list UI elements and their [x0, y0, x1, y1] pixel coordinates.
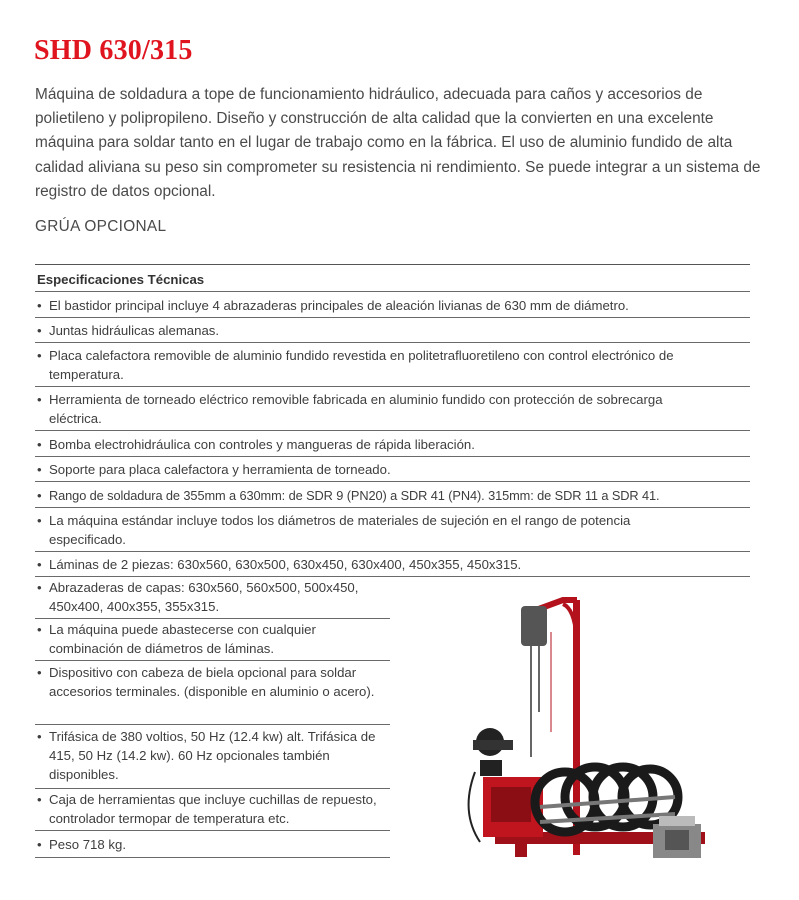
specs-heading: Especificaciones Técnicas [35, 265, 750, 292]
spec-item: • Juntas hidráulicas alemanas. [35, 318, 750, 344]
spec-item: • Placa calefactora removible de aluminio fundido revestida en politetrafluoretileno con control electrónico de temperatura. [35, 343, 750, 387]
spec-item: • Soporte para placa calefactora y herramienta de torneado. [35, 457, 750, 483]
bullet: • [37, 436, 42, 452]
optional-crane-label: GRÚA OPCIONAL [35, 218, 167, 235]
bullet: • [37, 297, 42, 313]
bullet: • [37, 792, 42, 807]
spec-item: • Peso 718 kg. [35, 831, 390, 858]
spec-item: • Trifásica de 380 voltios, 50 Hz (12.4 kw) alt. Trifásica de 415, 50 Hz (14.2 kw). 60 Hz opcionales también disponibles. [35, 725, 390, 789]
spec-item: • La máquina estándar incluye todos los diámetros de materiales de sujeción en el rango de potencia especificado. [35, 508, 750, 552]
bullet: • [37, 348, 42, 363]
specs-list-full [35, 292, 750, 577]
spec-item: • Dispositivo con cabeza de biela opcional para soldar accesorios terminales. (disponible en aluminio o acero). [35, 661, 390, 725]
spec-item: • Rango de soldadura de 355mm a 630mm: de SDR 9 (PN20) a SDR 41 (PN4). 315mm: de SDR 11 a SDR 41. [35, 482, 750, 508]
spec-item: • El bastidor principal incluye 4 abrazaderas principales de aleación livianas de 630 mm de diámetro. [35, 292, 750, 318]
welding-machine-image [455, 592, 765, 882]
product-description: Máquina de soldadura a tope de funcionamiento hidráulico, adecuada para caños y accesorios de polietileno y polipropileno. Diseño y construcción de alta calidad que la convierten en una excelente máquina para soldar tanto en el lugar de trabajo como en la fábrica. El uso de aluminio fundido de alta calidad aliviana su peso sin comprometer su resistencia ni rendimiento. Se puede integrar a un sistema de registro de datos opcional. [35, 86, 761, 200]
bullet: • [37, 729, 42, 744]
bullet: • [37, 837, 42, 852]
bullet: • [37, 323, 42, 338]
spec-item: • Abrazaderas de capas: 630x560, 560x500, 500x450, 450x400, 400x355, 355x315. [35, 577, 390, 619]
bullet: • [37, 487, 42, 503]
specs-list-narrow [35, 577, 390, 858]
spec-item: • Caja de herramientas que incluye cuchillas de repuesto, controlador termopar de temperatura etc. [35, 789, 390, 831]
hoist-icon [521, 606, 547, 646]
bullet: • [37, 622, 42, 637]
bullet: • [37, 512, 42, 528]
spec-item: • Bomba electrohidráulica con controles y mangueras de rápida liberación. [35, 431, 750, 457]
bullet: • [37, 462, 42, 477]
spec-item: • Láminas de 2 piezas: 630x560, 630x500, 630x450, 630x400, 450x355, 450x315. [35, 552, 750, 578]
bullet: • [37, 665, 42, 680]
bullet: • [37, 392, 42, 407]
product-title: SHD 630/315 [34, 35, 193, 66]
bullet: • [37, 557, 42, 572]
spec-item: • Herramienta de torneado eléctrico removible fabricada en aluminio fundido con protección de sobrecarga eléctrica. [35, 387, 750, 431]
bullet: • [37, 580, 42, 595]
spec-item: • La máquina puede abastecerse con cualquier combinación de diámetros de láminas. [35, 619, 390, 661]
